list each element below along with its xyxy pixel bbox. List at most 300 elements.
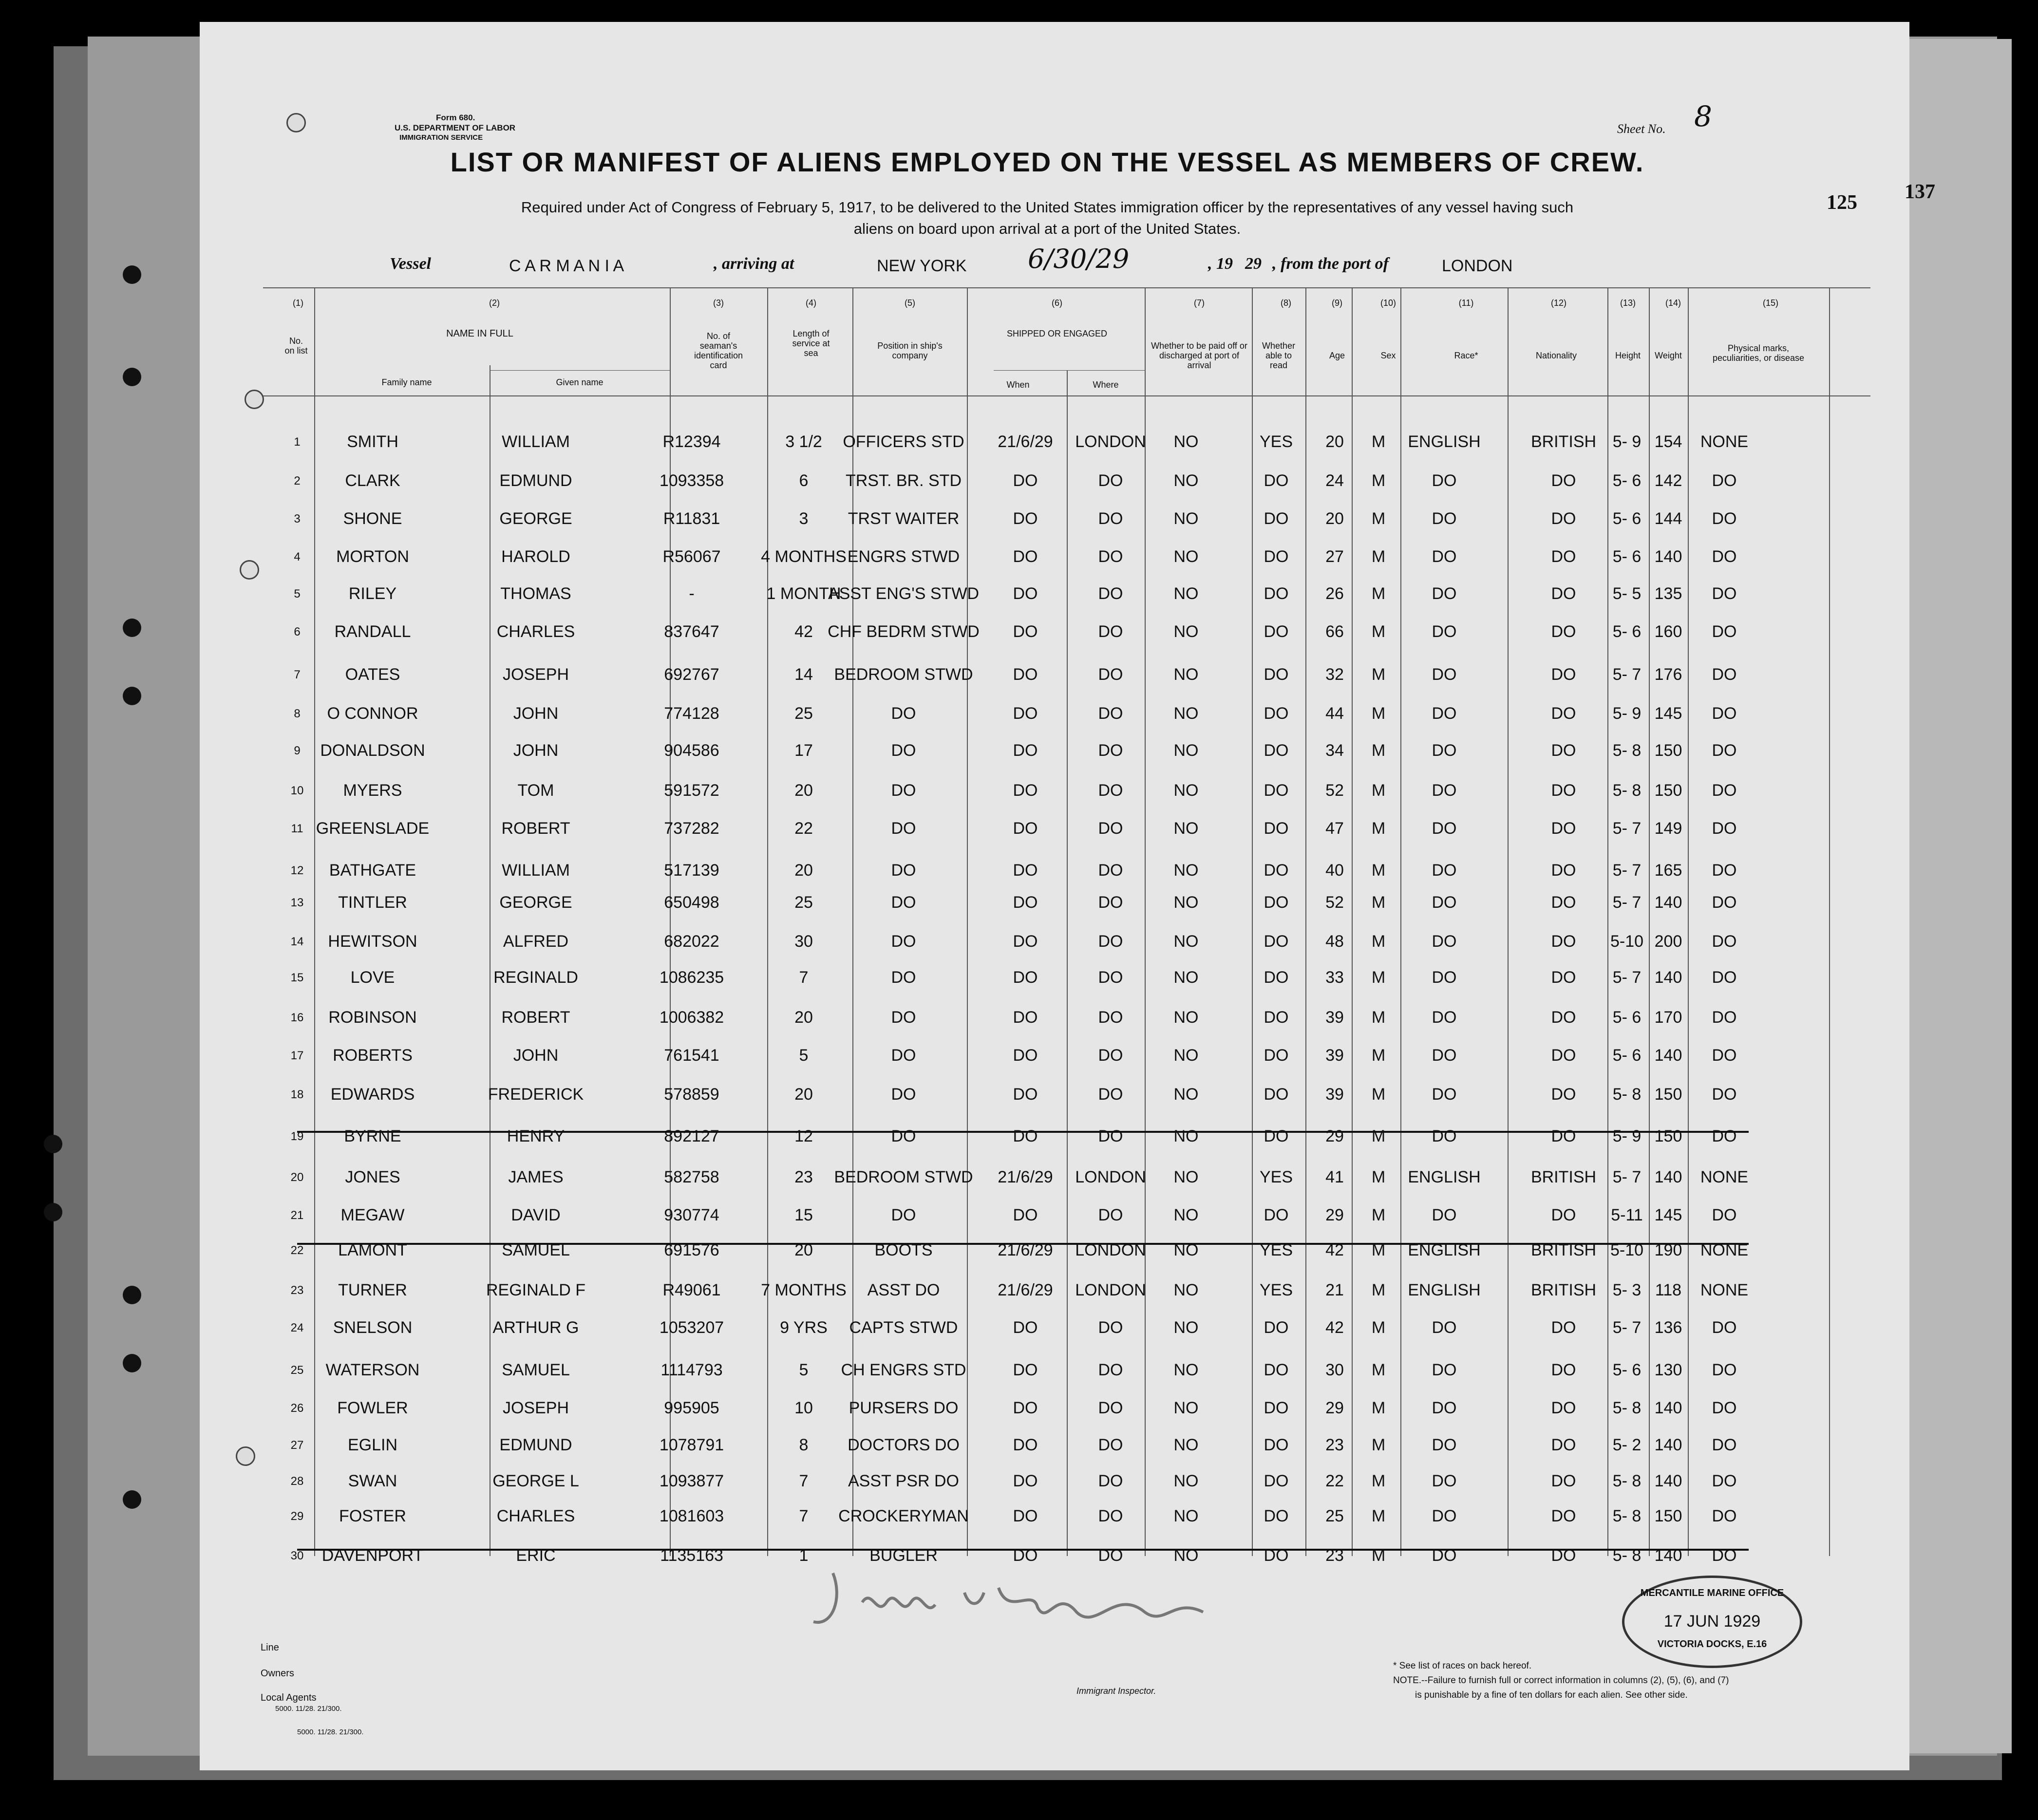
cell-card: 650498	[664, 893, 719, 912]
col-rule	[1352, 287, 1353, 1556]
cell-nat: DO	[1551, 1318, 1576, 1337]
cell-paid: NO	[1173, 1361, 1199, 1379]
cell-age: 44	[1325, 704, 1344, 723]
cell-when: 21/6/29	[998, 432, 1053, 451]
cell-race: ENGLISH	[1408, 1241, 1481, 1259]
cell-sex: M	[1371, 471, 1386, 490]
col-num: (13)	[1620, 298, 1636, 308]
cell-wt: 140	[1654, 1399, 1682, 1417]
cell-n: 10	[290, 784, 304, 797]
cell-n: 17	[290, 1049, 304, 1062]
cell-sex: M	[1371, 1318, 1386, 1337]
cell-family: FOWLER	[337, 1399, 408, 1417]
col-header-card: No. of seaman's identification card	[694, 331, 743, 370]
cell-given: GEORGE	[499, 509, 572, 528]
cell-when: DO	[1013, 1046, 1038, 1065]
cell-race: ENGLISH	[1408, 1281, 1481, 1299]
cell-race: DO	[1432, 1472, 1457, 1490]
shipped-rule	[994, 370, 1145, 371]
cell-family: GREENSLADE	[316, 819, 430, 838]
cell-paid: NO	[1173, 932, 1199, 951]
cell-read: DO	[1264, 932, 1289, 951]
cell-paid: NO	[1173, 704, 1199, 723]
cell-nat: DO	[1551, 509, 1576, 528]
cell-svc: 17	[794, 741, 813, 760]
cell-ht: 5- 6	[1612, 471, 1642, 490]
cell-wt: 140	[1654, 968, 1682, 987]
cell-marks: DO	[1712, 1127, 1737, 1145]
cell-where: LONDON	[1075, 1168, 1146, 1186]
cell-pos: DO	[891, 741, 916, 760]
cell-svc: 30	[794, 932, 813, 951]
cell-given: EDMUND	[499, 471, 572, 490]
col-num: (9)	[1332, 298, 1342, 308]
cell-marks: DO	[1712, 1206, 1737, 1224]
table-top-rule	[263, 287, 1870, 288]
cell-given: JOSEPH	[502, 1399, 569, 1417]
cell-card: 692767	[664, 665, 719, 684]
cell-sex: M	[1371, 1546, 1386, 1565]
cell-card: 578859	[664, 1085, 719, 1104]
cell-age: 30	[1325, 1361, 1344, 1379]
cell-where: DO	[1098, 1127, 1123, 1145]
cell-marks: DO	[1712, 932, 1737, 951]
cell-n: 11	[291, 822, 303, 835]
cell-card: 904586	[664, 741, 719, 760]
col-num: (11)	[1458, 298, 1474, 308]
cell-ht: 5- 6	[1612, 1361, 1642, 1379]
cell-when: DO	[1013, 1472, 1038, 1490]
cell-where: DO	[1098, 1399, 1123, 1417]
cell-family: BATHGATE	[329, 861, 416, 880]
cell-family: MYERS	[343, 781, 402, 800]
cell-card: 517139	[664, 861, 719, 880]
col-header-given: Given name	[556, 377, 604, 387]
cell-age: 39	[1325, 1046, 1344, 1065]
cell-sex: M	[1371, 819, 1386, 838]
cell-nat: DO	[1551, 547, 1576, 566]
cell-pos: DOCTORS DO	[848, 1436, 960, 1454]
cell-age: 25	[1325, 1507, 1344, 1525]
binder-ring	[286, 113, 306, 132]
cell-when: DO	[1013, 861, 1038, 880]
cell-ht: 5- 8	[1612, 1472, 1642, 1490]
cell-race: DO	[1432, 1206, 1457, 1224]
cell-race: DO	[1432, 893, 1457, 912]
race-footnote: * See list of races on back hereof.	[1393, 1661, 1532, 1671]
cell-age: 66	[1325, 622, 1344, 641]
cell-where: LONDON	[1075, 1241, 1146, 1259]
cell-race: DO	[1432, 1399, 1457, 1417]
cell-when: 21/6/29	[998, 1281, 1053, 1299]
cell-given: EDMUND	[499, 1436, 572, 1454]
cell-pos: CAPTS STWD	[849, 1318, 958, 1337]
cell-card: R12394	[662, 432, 721, 451]
col-rule	[1649, 287, 1650, 1556]
cell-family: EDWARDS	[330, 1085, 415, 1104]
cell-wt: 140	[1654, 1472, 1682, 1490]
cell-race: DO	[1432, 1085, 1457, 1104]
cell-svc: 23	[794, 1168, 813, 1186]
cell-when: DO	[1013, 1399, 1038, 1417]
cell-pos: DO	[891, 932, 916, 951]
cell-n: 5	[294, 587, 301, 600]
cell-card: 995905	[664, 1399, 719, 1417]
col-header-where: Where	[1093, 380, 1119, 390]
col-header-position: Position in ship's company	[877, 341, 943, 360]
punch-hole	[123, 687, 141, 705]
cell-marks: DO	[1712, 781, 1737, 800]
cell-paid: NO	[1173, 1085, 1199, 1104]
col-num: (2)	[489, 298, 500, 308]
cell-ht: 5- 6	[1612, 509, 1642, 528]
cell-marks: NONE	[1700, 432, 1749, 451]
cell-svc: 12	[794, 1127, 813, 1145]
cell-svc: 15	[794, 1206, 813, 1224]
cell-pos: DO	[891, 1085, 916, 1104]
cell-paid: NO	[1173, 1206, 1199, 1224]
cell-where: DO	[1098, 861, 1123, 880]
name-rule	[490, 370, 670, 371]
cell-race: DO	[1432, 1507, 1457, 1525]
cell-marks: DO	[1712, 1546, 1737, 1565]
cell-read: DO	[1264, 1507, 1289, 1525]
stamp-date: 17 JUN 1929	[1663, 1612, 1761, 1631]
cell-when: DO	[1013, 1361, 1038, 1379]
cell-card: 1093877	[659, 1472, 724, 1490]
cell-marks: DO	[1712, 1361, 1737, 1379]
cell-sex: M	[1371, 861, 1386, 880]
cell-marks: DO	[1712, 1085, 1737, 1104]
cell-read: DO	[1264, 1085, 1289, 1104]
cell-paid: NO	[1173, 547, 1199, 566]
cell-age: 20	[1325, 509, 1344, 528]
cell-svc: 20	[794, 1008, 813, 1027]
cell-pos: ASST PSR DO	[848, 1472, 959, 1490]
cell-race: DO	[1432, 1318, 1457, 1337]
cell-card: 1135163	[660, 1546, 723, 1565]
cell-pos: BUGLER	[869, 1546, 938, 1565]
col-header-marks: Physical marks, peculiarities, or disease	[1712, 343, 1805, 363]
cell-marks: DO	[1712, 1436, 1737, 1454]
cell-card: 1114793	[660, 1361, 723, 1379]
print-code: 5000. 11/28. 21/300.	[275, 1705, 342, 1713]
punch-hole	[123, 619, 141, 637]
cell-card: 737282	[664, 819, 719, 838]
cell-read: DO	[1264, 861, 1289, 880]
cell-given: THOMAS	[500, 584, 571, 603]
arriving-label: , arriving at	[714, 255, 794, 273]
cell-svc: 7 MONTHS	[761, 1281, 847, 1299]
cell-race: DO	[1432, 704, 1457, 723]
cell-n: 27	[290, 1439, 304, 1452]
col-num: (10)	[1380, 298, 1396, 308]
cell-paid: NO	[1173, 968, 1199, 987]
col-num: (7)	[1194, 298, 1205, 308]
cell-family: MORTON	[336, 547, 409, 566]
cell-sex: M	[1371, 584, 1386, 603]
subtitle-line-1: Required under Act of Congress of February 5, 1917, to be delivered to the United States immigration officer by the representatives of any vessel having such	[521, 199, 1574, 216]
cell-pos: DO	[891, 861, 916, 880]
cell-wt: 150	[1654, 781, 1682, 800]
cell-where: DO	[1098, 665, 1123, 684]
cell-sex: M	[1371, 1085, 1386, 1104]
cell-nat: DO	[1551, 471, 1576, 490]
cell-card: 1086235	[659, 968, 724, 987]
cell-pos: DO	[891, 1046, 916, 1065]
cell-family: OATES	[345, 665, 400, 684]
cell-given: WILLIAM	[502, 432, 570, 451]
cell-age: 29	[1325, 1127, 1344, 1145]
cell-wt: 136	[1654, 1318, 1682, 1337]
cell-sex: M	[1371, 1436, 1386, 1454]
cell-family: CLARK	[345, 471, 400, 490]
cell-age: 40	[1325, 861, 1344, 880]
cell-where: DO	[1098, 1046, 1123, 1065]
cell-when: DO	[1013, 547, 1038, 566]
footer-owners-label: Owners	[261, 1668, 294, 1679]
cell-read: DO	[1264, 1318, 1289, 1337]
col-header-no: No. on list	[284, 336, 308, 356]
cell-when: 21/6/29	[998, 1241, 1053, 1259]
cell-ht: 5- 7	[1612, 861, 1642, 880]
cell-card: R49061	[662, 1281, 721, 1299]
from-label: , from the port of	[1272, 255, 1389, 273]
cell-wt: 190	[1654, 1241, 1682, 1259]
cell-wt: 144	[1654, 509, 1682, 528]
cell-n: 9	[294, 744, 301, 757]
print-code-2: 5000. 11/28. 21/300.	[297, 1728, 364, 1736]
cell-paid: NO	[1173, 1546, 1199, 1565]
cell-svc: 20	[794, 1241, 813, 1259]
cell-read: DO	[1264, 1546, 1289, 1565]
page-title: LIST OR MANIFEST OF ALIENS EMPLOYED ON THE VESSEL AS MEMBERS OF CREW.	[450, 147, 1644, 177]
col-header-weight: Weight	[1655, 351, 1682, 360]
arrival-date-handwritten: 6/30/29	[1028, 244, 1130, 274]
cell-sex: M	[1371, 1472, 1386, 1490]
cell-read: DO	[1264, 1399, 1289, 1417]
cell-marks: DO	[1712, 509, 1737, 528]
cell-nat: DO	[1551, 1127, 1576, 1145]
from-port: LONDON	[1442, 257, 1513, 275]
cell-nat: DO	[1551, 584, 1576, 603]
cell-where: DO	[1098, 1318, 1123, 1337]
cell-when: DO	[1013, 471, 1038, 490]
manifest-sheet	[200, 22, 1909, 1770]
cell-svc: 5	[799, 1361, 809, 1379]
cell-n: 25	[290, 1364, 304, 1377]
cell-pos: TRST. BR. STD	[845, 471, 962, 490]
cell-when: DO	[1013, 1127, 1038, 1145]
cell-svc: 6	[799, 471, 809, 490]
cell-where: LONDON	[1075, 432, 1146, 451]
cell-given: ALFRED	[503, 932, 569, 951]
cell-svc: 20	[794, 1085, 813, 1104]
cell-age: 26	[1325, 584, 1344, 603]
cell-paid: NO	[1173, 432, 1199, 451]
cell-nat: BRITISH	[1530, 1281, 1597, 1299]
year: 29	[1245, 255, 1262, 273]
cell-marks: DO	[1712, 547, 1737, 566]
cell-marks: DO	[1712, 1046, 1737, 1065]
form-number: Form 680.	[436, 113, 475, 122]
cell-pos: DO	[891, 704, 916, 723]
strike-line	[297, 1549, 1749, 1551]
cell-marks: DO	[1712, 584, 1737, 603]
punch-hole	[44, 1203, 62, 1221]
cell-given: HAROLD	[501, 547, 570, 566]
cell-svc: 10	[794, 1399, 813, 1417]
col-rule	[1688, 287, 1689, 1556]
cell-card: 691576	[664, 1241, 719, 1259]
cell-n: 28	[290, 1475, 304, 1488]
cell-race: ENGLISH	[1408, 432, 1481, 451]
cell-sex: M	[1371, 1241, 1386, 1259]
cell-wt: 140	[1654, 893, 1682, 912]
cell-when: DO	[1013, 893, 1038, 912]
cell-paid: NO	[1173, 1399, 1199, 1417]
cell-race: DO	[1432, 861, 1457, 880]
cell-read: DO	[1264, 622, 1289, 641]
cell-read: DO	[1264, 1472, 1289, 1490]
col-num: (12)	[1550, 298, 1567, 308]
cell-pos: CROCKERYMAN	[838, 1507, 969, 1525]
cell-family: DONALDSON	[320, 741, 425, 760]
cell-family: TURNER	[338, 1281, 407, 1299]
cell-age: 21	[1325, 1281, 1344, 1299]
col-header-height: Height	[1615, 351, 1641, 360]
cell-n: 3	[294, 512, 301, 525]
cell-n: 24	[290, 1321, 304, 1334]
cell-pos: OFFICERS STD	[843, 432, 964, 451]
cell-given: JAMES	[508, 1168, 564, 1186]
cell-race: DO	[1432, 1127, 1457, 1145]
cell-nat: DO	[1551, 1399, 1576, 1417]
cell-where: DO	[1098, 968, 1123, 987]
cell-family: SWAN	[348, 1472, 397, 1490]
cell-race: DO	[1432, 1436, 1457, 1454]
cell-marks: DO	[1712, 665, 1737, 684]
col-rule	[490, 365, 491, 1556]
cell-card: 582758	[664, 1168, 719, 1186]
cell-sex: M	[1371, 432, 1386, 451]
cell-family: ROBINSON	[328, 1008, 417, 1027]
cell-n: 30	[290, 1549, 304, 1562]
note-line-1: NOTE.--Failure to furnish full or correct information in columns (2), (5), (6), and (7)	[1393, 1675, 1729, 1686]
cell-ht: 5- 3	[1612, 1281, 1642, 1299]
cell-sex: M	[1371, 781, 1386, 800]
cell-given: ROBERT	[501, 819, 570, 838]
col-header-name: NAME IN FULL	[446, 328, 513, 339]
strike-line	[297, 1131, 1749, 1133]
page-number-alt: 137	[1905, 181, 1935, 203]
cell-ht: 5-11	[1611, 1206, 1643, 1224]
cell-given: HENRY	[507, 1127, 565, 1145]
cell-age: 24	[1325, 471, 1344, 490]
cell-nat: DO	[1551, 1546, 1576, 1565]
cell-n: 4	[294, 550, 301, 563]
cell-pos: DO	[891, 781, 916, 800]
footer-line-label: Line	[261, 1642, 279, 1653]
cell-given: SAMUEL	[502, 1361, 570, 1379]
cell-svc: 25	[794, 893, 813, 912]
cell-given: JOSEPH	[502, 665, 569, 684]
cell-marks: DO	[1712, 893, 1737, 912]
inspector-label: Immigrant Inspector.	[1076, 1686, 1156, 1696]
cell-pos: DO	[891, 968, 916, 987]
cell-sex: M	[1371, 1127, 1386, 1145]
cell-paid: NO	[1173, 1008, 1199, 1027]
subtitle-line-2: aliens on board upon arrival at a port of the United States.	[853, 220, 1241, 237]
cell-given: CHARLES	[496, 622, 575, 641]
cell-paid: NO	[1173, 1168, 1199, 1186]
cell-where: DO	[1098, 893, 1123, 912]
cell-wt: 130	[1654, 1361, 1682, 1379]
cell-paid: NO	[1173, 584, 1199, 603]
cell-marks: DO	[1712, 622, 1737, 641]
cell-family: RILEY	[348, 584, 397, 603]
cell-race: DO	[1432, 584, 1457, 603]
cell-paid: NO	[1173, 509, 1199, 528]
cell-where: DO	[1098, 1546, 1123, 1565]
cell-sex: M	[1371, 1046, 1386, 1065]
cell-age: 23	[1325, 1436, 1344, 1454]
cell-given: GEORGE L	[492, 1472, 579, 1490]
cell-svc: 7	[799, 1507, 809, 1525]
cell-when: DO	[1013, 1206, 1038, 1224]
cell-svc: 4 MONTHS	[761, 547, 847, 566]
col-rule	[1400, 287, 1401, 1556]
cell-n: 19	[290, 1130, 304, 1143]
cell-given: FREDERICK	[488, 1085, 584, 1104]
cell-where: DO	[1098, 622, 1123, 641]
cell-nat: DO	[1551, 781, 1576, 800]
cell-svc: 5	[799, 1046, 809, 1065]
service-name: IMMIGRATION SERVICE	[399, 133, 483, 142]
cell-nat: DO	[1551, 741, 1576, 760]
cell-family: LAMONT	[338, 1241, 407, 1259]
cell-family: LOVE	[350, 968, 395, 987]
cell-paid: NO	[1173, 1241, 1199, 1259]
cell-n: 29	[290, 1510, 304, 1523]
cell-wt: 150	[1654, 1127, 1682, 1145]
cell-marks: NONE	[1700, 1241, 1749, 1259]
cell-nat: DO	[1551, 1046, 1576, 1065]
col-header-nationality: Nationality	[1535, 351, 1577, 360]
cell-wt: 160	[1654, 622, 1682, 641]
cell-sex: M	[1371, 741, 1386, 760]
cell-n: 22	[290, 1244, 304, 1257]
cell-svc: 22	[794, 819, 813, 838]
cell-nat: DO	[1551, 1472, 1576, 1490]
cell-sex: M	[1371, 1168, 1386, 1186]
cell-given: JOHN	[513, 741, 559, 760]
cell-given: JOHN	[513, 1046, 559, 1065]
cell-read: DO	[1264, 1436, 1289, 1454]
cell-wt: 165	[1654, 861, 1682, 880]
cell-given: REGINALD F	[486, 1281, 586, 1299]
cell-age: 29	[1325, 1399, 1344, 1417]
cell-race: DO	[1432, 968, 1457, 987]
cell-where: LONDON	[1075, 1281, 1146, 1299]
cell-svc: 14	[794, 665, 813, 684]
cell-given: SAMUEL	[502, 1241, 570, 1259]
col-rule	[967, 287, 968, 1556]
col-rule	[1305, 287, 1306, 1556]
cell-paid: NO	[1173, 665, 1199, 684]
cell-where: DO	[1098, 1206, 1123, 1224]
cell-card: R11831	[663, 509, 720, 528]
